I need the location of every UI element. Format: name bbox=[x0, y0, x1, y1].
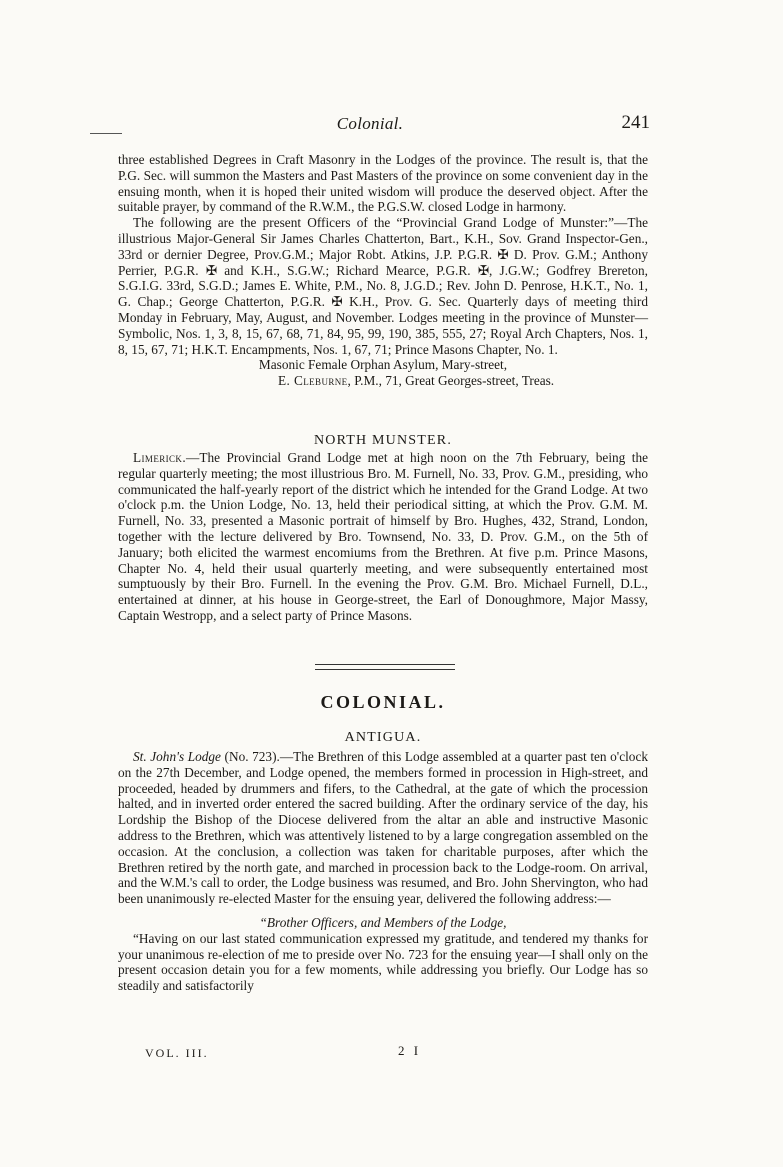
treasurer-line bbox=[118, 373, 648, 389]
limerick-body: —The Provincial Grand Lodge met at high noon on the 7th February, being the regular quarterly meeting; the most illustrious Bro. M. Furnell, No. 33, Prov. G.M., presiding, who communicated the half-yearly report of the district which he intended for the Grand Lodge. At two o'clock p.m. the Union Lodge, No. 13, held their periodical sitting, at which the Prov. G.M. M. Furnell, No. 33, presented a Masonic portrait of himself by Bro. Hughes, 432, Strand, London, together with the lecture delivered by Bro. Townsend, No. 33, D. Prov. G.M., on the 5th of January; both elicited the warmest encomiums from the Brethren. At five p.m. Prince Masons, Chapter No. 4, held their usual quarterly meeting, and were subsequently entertained most sumptuously by their Bro. Furnell. In the evening the Prov. G.M. Bro. Michael Furnell, D.L., entertained at dinner, at his house in George-street, the Earl of Donoughmore, Major Massy, Captain Westropp, and a select party of Prince Masons. bbox=[118, 450, 648, 623]
lodge-body: (No. 723).—The Brethren of this Lodge assembled at a quarter past ten o'clock on the 27th December, and Lodge opened, the members formed in procession in High-street, and proceeded, headed by drummers and fifers, to the Cathedral, at the gate of which the procession halted, and in inverted order entered the sacred building. After the ordinary service of the day, his Lordship the Bishop of the Diocese delivered from the altar an able and instructive Masonic address to the Brethren, which was attentively listened to by a large congregation assembled on the occasion. At the conclusion, a collection was taken for charitable purposes, after which the Brethren retired by the north gate, and marched in procession back to the Lodge-room. On arrival, and the W.M.'s call to order, the Lodge business was resumed, and Bro. John Shervington, who had been unanimously re-elected Master for the ensuing year, delivered the following address:— bbox=[118, 749, 648, 907]
volume-mark: VOL. III. bbox=[145, 1046, 209, 1060]
page-number: 241 bbox=[621, 112, 650, 133]
colonial-heading: COLONIAL. bbox=[320, 692, 446, 712]
munster-officers-section bbox=[118, 152, 648, 389]
running-title: Colonial. bbox=[336, 114, 404, 133]
north-munster-section bbox=[118, 432, 648, 624]
limerick-paragraph bbox=[118, 450, 648, 624]
limerick-lead: Limerick. bbox=[133, 450, 187, 465]
page-header bbox=[90, 114, 650, 138]
treasurer-name: E. Cleburne bbox=[278, 373, 348, 389]
north-munster-heading: NORTH MUNSTER. bbox=[313, 433, 453, 448]
address-body: “Having on our last stated communication expressed my gratitude, and tendered my thanks for your unanimous re-election of me to preside over No. 723 for the ensuing year—I shall only on the present occasion detain you for a few moments, while addressing you briefly. Our Lodge has so steadily and satisfactorily bbox=[118, 930, 648, 994]
signature-mark: 2 I bbox=[398, 1043, 422, 1058]
section-divider bbox=[315, 664, 455, 670]
address-salutation: “Brother Officers, and Members of the Lodge, bbox=[259, 914, 507, 930]
paragraph-closing: three established Degrees in Craft Masonry in the Lodges of the province. The result is, that the P.G. Sec. will summon the Masters and Past Masters of the province on some convenient day in the ensuing month, when it is hoped their united wisdom will produce the deserved object. After the suitable prayer, by command of the R.W.M., the P.G.S.W. closed Lodge in harmony. bbox=[118, 152, 648, 215]
colonial-section bbox=[118, 692, 648, 994]
treasurer-rest: , P.M., 71, Great Georges-street, Treas. bbox=[347, 373, 555, 389]
lodge-name: St. John's Lodge bbox=[133, 749, 221, 764]
asylum-line: Masonic Female Orphan Asylum, Mary-street, bbox=[258, 357, 508, 373]
antigua-heading: ANTIGUA. bbox=[344, 730, 422, 745]
paragraph-officers: The following are the present Officers of the “Provincial Grand Lodge of Munster:”—The illustrious Major-General Sir James Charles Chatterton, Bart., K.H., Sov. Grand Inspector-Gen., 33rd or dernier Degree, Prov.G.M.; Major Robt. Atkins, J.P. P.G.R. ✠ D. Prov. G.M.; Anthony Perrier, P.G.R. ✠ and K.H., S.G.W.; Richard Mearce, P.G.R. ✠, J.G.W.; Godfrey Brereton, S.G.I.G. 33rd, S.G.D.; James E. White, P.M., No. 8, J.G.D.; Rev. John D. Penrose, H.K.T., No. 1, G. Chap.; George Chatterton, P.G.R. ✠ K.H., Prov. G. Sec. Quarterly days of meeting third Monday in February, May, August, and November. Lodges meeting in the province of Munster—Symbolic, Nos. 1, 3, 8, 15, 67, 68, 71, 84, 95, 99, 190, 385, 555, 27; Royal Arch Chapters, Nos. 1, 8, 15, 67, 71; H.K.T. Encampments, Nos. 1, 67, 71; Prince Masons Chapter, No. 1. bbox=[118, 215, 648, 357]
antigua-paragraph bbox=[118, 749, 648, 907]
